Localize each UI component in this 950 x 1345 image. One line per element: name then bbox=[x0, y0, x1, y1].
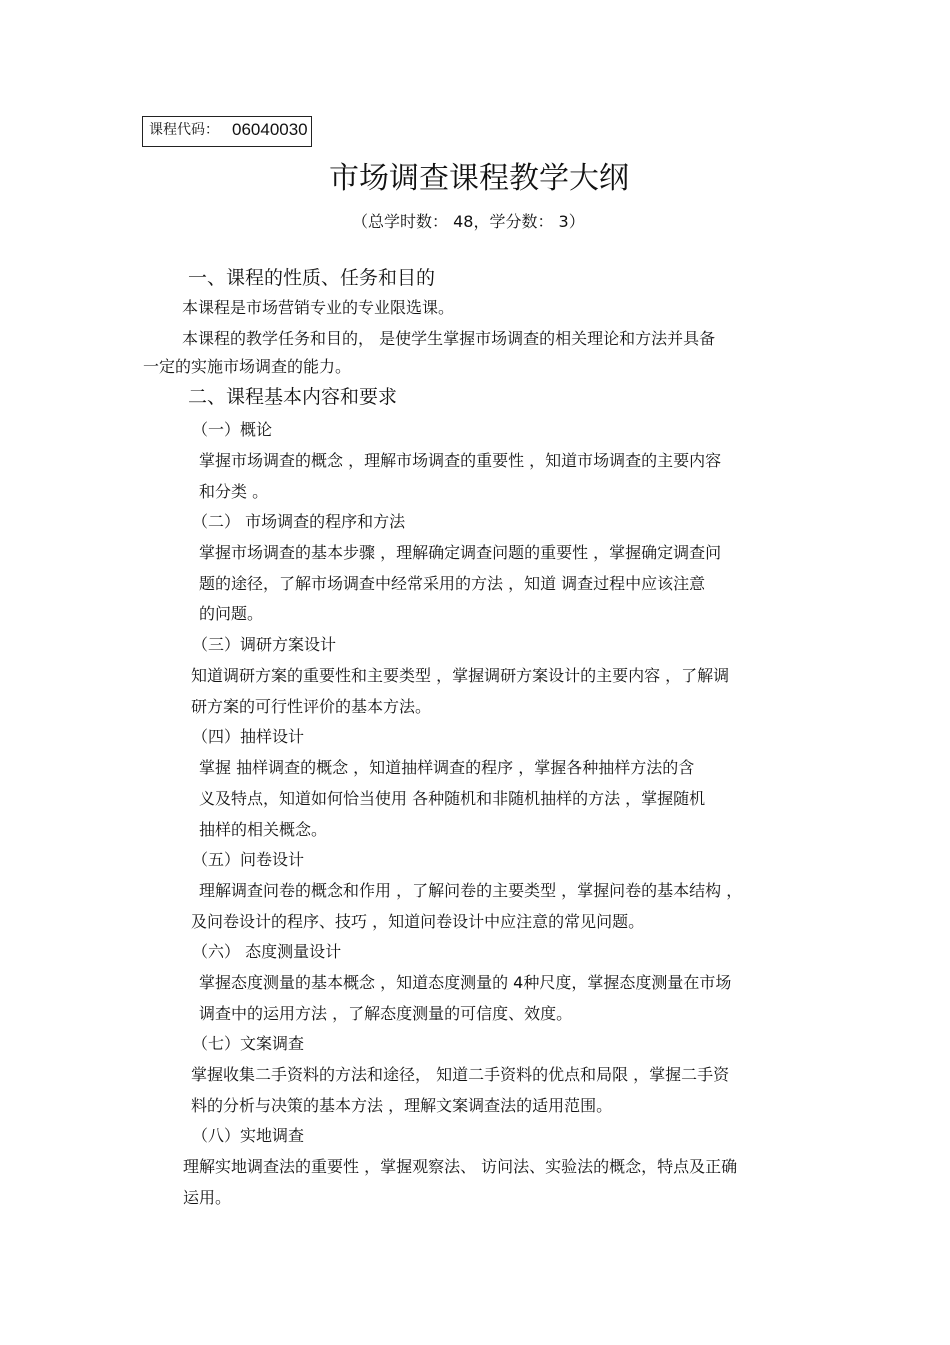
body-text-line: 掌握 抽样调查的概念 ，知道抽样调查的程序 ，掌握各种抽样方法的含 bbox=[199, 758, 695, 777]
body-text-line: 研方案的可行性评价的基本方法。 bbox=[191, 697, 432, 716]
body-text-line: 及问卷设计的程序、技巧 ，知道问卷设计中应注意的常见问题。 bbox=[191, 912, 645, 931]
body-text-line: 掌握收集二手资料的方法和途径， 知道二手资料的优点和局限 ，掌握二手资 bbox=[191, 1065, 730, 1084]
body-text-line: 调查中的运用方法 ，了解态度测量的可信度、效度。 bbox=[199, 1004, 573, 1023]
body-text-line: （一）概论 bbox=[192, 420, 273, 439]
body-text-line: 题的途径，了解市场调查中经常采用的方法 ，知道 调查过程中应该注意 bbox=[199, 574, 706, 593]
section-heading: 一、课程的性质、任务和目的 bbox=[188, 267, 436, 289]
body-text-line: （二） 市场调查的程序和方法 bbox=[192, 512, 406, 531]
body-text-line: （八）实地调查 bbox=[192, 1126, 305, 1145]
body-text-line: 知道调研方案的重要性和主要类型 ，掌握调研方案设计的主要内容 ，了解调 bbox=[191, 666, 730, 685]
body-text-line: 理解调查问卷的概念和作用 ，了解问卷的主要类型 ，掌握问卷的基本结构 ， bbox=[199, 881, 743, 900]
section-heading: 二、课程基本内容和要求 bbox=[188, 386, 398, 408]
course-code-value: 06040030 bbox=[232, 120, 308, 139]
body-text-line: 一定的实施市场调查的能力。 bbox=[143, 357, 352, 376]
body-text-line: 和分类 。 bbox=[199, 482, 269, 501]
body-text-line: （七）文案调查 bbox=[192, 1034, 305, 1053]
body-text-line: 掌握市场调查的概念 ，理解市场调查的重要性 ，知道市场调查的主要内容 bbox=[199, 451, 722, 470]
body-text-line: 抽样的相关概念。 bbox=[199, 820, 328, 839]
body-text-line: 掌握市场调查的基本步骤 ，理解确定调查问题的重要性 ，掌握确定调查问 bbox=[199, 543, 722, 562]
body-text-line: 义及特点，知道如何恰当使用 各种随机和非随机抽样的方法 ，掌握随机 bbox=[199, 789, 706, 808]
body-text-line: （六） 态度测量设计 bbox=[192, 942, 342, 961]
body-text-line: （四）抽样设计 bbox=[192, 727, 305, 746]
document-title: 市场调查课程教学大纲 bbox=[329, 161, 629, 196]
course-code-label: 课程代码： bbox=[149, 122, 219, 138]
body-text-line: 理解实地调查法的重要性 ，掌握观察法、 访问法、实验法的概念，特点及正确 bbox=[183, 1157, 738, 1176]
body-text-line: 掌握态度测量的基本概念 ，知道态度测量的 4种尺度，掌握态度测量在市场 bbox=[199, 973, 732, 992]
body-text-line: 料的分析与决策的基本方法 ，理解文案调查法的适用范围。 bbox=[191, 1096, 613, 1115]
body-text-line: 本课程是市场营销专业的专业限选课。 bbox=[182, 298, 455, 317]
body-text-line: 本课程的教学任务和目的， 是使学生掌握市场调查的相关理论和方法并具备 bbox=[182, 329, 716, 348]
body-text-line: 的问题。 bbox=[199, 604, 264, 623]
body-text-line: 运用。 bbox=[183, 1188, 232, 1207]
body-text-line: （五）问卷设计 bbox=[192, 850, 305, 869]
body-text-line: （三）调研方案设计 bbox=[192, 635, 337, 654]
document-subtitle: （总学时数： 48，学分数： 3） bbox=[352, 212, 585, 231]
